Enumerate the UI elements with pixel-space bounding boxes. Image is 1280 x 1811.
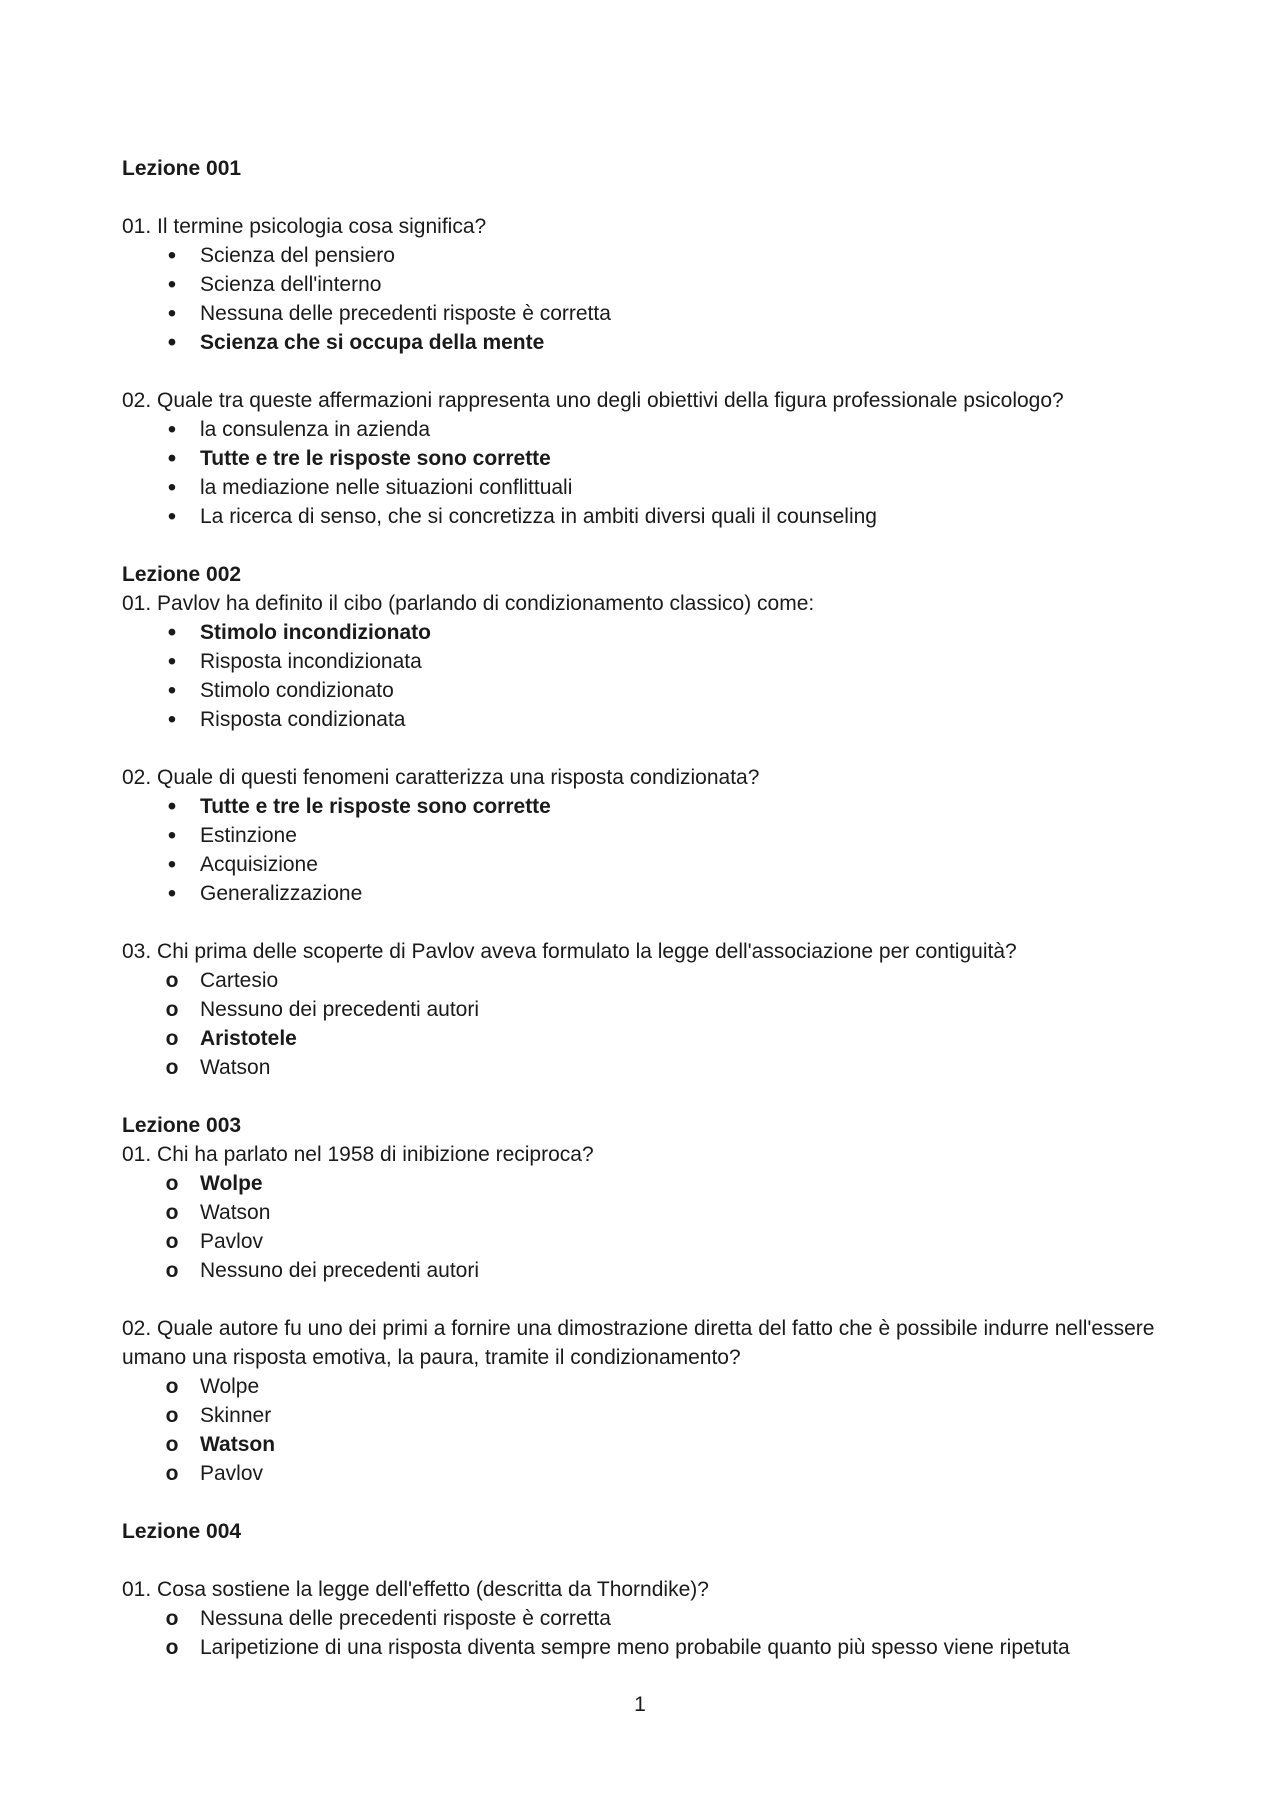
answer-text: Scienza che si occupa della mente xyxy=(200,331,545,354)
circle-bullet-icon: o xyxy=(165,1230,179,1253)
circle-bullet-icon: o xyxy=(165,998,179,1021)
circle-bullet-icon: o xyxy=(165,1462,179,1485)
answer-text: Nessuno dei precedenti autori xyxy=(200,998,480,1021)
circle-bullet-icon: o xyxy=(165,1027,179,1050)
answer-text: Stimolo incondizionato xyxy=(200,621,431,644)
circle-bullet-icon: o xyxy=(165,1172,179,1195)
question-text: 01. Cosa sostiene la legge dell'effetto (descritta da Thorndike)? xyxy=(122,1578,709,1601)
answer-option xyxy=(122,966,1162,995)
answer-text: Aristotele xyxy=(200,1027,297,1050)
bullet-icon xyxy=(162,647,182,677)
answer-text: Cartesio xyxy=(200,969,279,992)
bullet-icon xyxy=(162,850,182,880)
bullet-icon xyxy=(162,473,182,503)
question-block xyxy=(122,1575,1162,1662)
circle-bullet-icon: o xyxy=(165,1375,179,1398)
question-block xyxy=(122,589,1162,734)
answer-text: Skinner xyxy=(200,1404,272,1427)
answer-option-correct xyxy=(122,618,1162,647)
bullet-icon xyxy=(162,676,182,706)
question-block xyxy=(122,1140,1162,1285)
question-block xyxy=(122,763,1162,908)
question-text: 02. Quale di questi fenomeni caratterizza una risposta condizionata? xyxy=(122,766,760,789)
answer-option xyxy=(122,241,1162,270)
answer-text: Stimolo condizionato xyxy=(200,679,394,702)
lesson-section xyxy=(122,560,1162,1082)
answer-list xyxy=(122,618,1162,734)
bullet-icon xyxy=(162,241,182,271)
answer-option xyxy=(122,821,1162,850)
answer-option xyxy=(122,850,1162,879)
bullet-icon xyxy=(162,618,182,648)
answer-option xyxy=(122,473,1162,502)
question-text: 02. Quale tra queste affermazioni rappresenta uno degli obiettivi della figura professionale psicologo? xyxy=(122,389,1064,412)
question-text: 01. Chi ha parlato nel 1958 di inibizione reciproca? xyxy=(122,1143,594,1166)
answer-list xyxy=(122,1372,1162,1488)
page-content xyxy=(122,154,1162,1691)
question-block xyxy=(122,937,1162,1082)
spacer xyxy=(122,1546,1162,1575)
bullet-icon xyxy=(162,328,182,358)
answer-text: Tutte e tre le risposte sono corrette xyxy=(200,795,551,818)
answer-text: Watson xyxy=(200,1433,276,1456)
answer-text: Watson xyxy=(200,1201,271,1224)
answer-option xyxy=(122,1198,1162,1227)
bullet-icon xyxy=(162,299,182,329)
lesson-section xyxy=(122,1111,1162,1488)
lesson-title: Lezione 003 xyxy=(122,1114,242,1137)
answer-text: Nessuno dei precedenti autori xyxy=(200,1259,480,1282)
answer-text: Pavlov xyxy=(200,1462,264,1485)
spacer xyxy=(122,183,1162,212)
answer-list xyxy=(122,241,1162,357)
answer-option xyxy=(122,299,1162,328)
circle-bullet-icon: o xyxy=(165,1607,179,1630)
answer-option xyxy=(122,415,1162,444)
answer-text: Watson xyxy=(200,1056,271,1079)
bullet-icon xyxy=(162,270,182,300)
page-number: 1 xyxy=(634,1693,646,1716)
answer-option xyxy=(122,1459,1162,1488)
answer-text: Pavlov xyxy=(200,1230,264,1253)
answer-option xyxy=(122,879,1162,908)
answer-text: Acquisizione xyxy=(200,853,318,876)
question-text: 01. Il termine psicologia cosa significa? xyxy=(122,215,487,238)
circle-bullet-icon: o xyxy=(165,969,179,992)
answer-text: Scienza dell'interno xyxy=(200,273,382,296)
answer-text: Risposta incondizionata xyxy=(200,650,422,673)
bullet-icon xyxy=(162,502,182,532)
answer-text: la mediazione nelle situazioni conflittuali xyxy=(200,476,573,499)
question-block xyxy=(122,1314,1162,1488)
answer-option xyxy=(122,270,1162,299)
answer-option xyxy=(122,502,1162,531)
answer-text: Nessuna delle precedenti risposte è corretta xyxy=(200,1607,611,1630)
answer-option-correct xyxy=(122,1169,1162,1198)
question-block xyxy=(122,212,1162,357)
circle-bullet-icon: o xyxy=(165,1636,179,1659)
bullet-icon xyxy=(162,792,182,822)
answer-text: Risposta condizionata xyxy=(200,708,406,731)
answer-list xyxy=(122,792,1162,908)
question-text: 03. Chi prima delle scoperte di Pavlov aveva formulato la legge dell'associazione per contiguità? xyxy=(122,940,1017,963)
answer-option xyxy=(122,647,1162,676)
lesson-title: Lezione 002 xyxy=(122,563,242,586)
bullet-icon xyxy=(162,879,182,909)
answer-option xyxy=(122,1053,1162,1082)
answer-list xyxy=(122,1169,1162,1285)
answer-option xyxy=(122,1256,1162,1285)
question-text: 02. Quale autore fu uno dei primi a fornire una dimostrazione diretta del fatto che è possibile indurre nell'essere umano una risposta emotiva, la paura, tramite il condizionamento? xyxy=(122,1317,1155,1369)
circle-bullet-icon: o xyxy=(165,1404,179,1427)
circle-bullet-icon: o xyxy=(165,1056,179,1079)
question-text: 01. Pavlov ha definito il cibo (parlando di condizionamento classico) come: xyxy=(122,592,815,615)
answer-option-correct xyxy=(122,1024,1162,1053)
answer-option xyxy=(122,995,1162,1024)
answer-option xyxy=(122,1633,1162,1662)
answer-option xyxy=(122,1604,1162,1633)
answer-text: Scienza del pensiero xyxy=(200,244,395,267)
circle-bullet-icon: o xyxy=(165,1201,179,1224)
answer-option xyxy=(122,676,1162,705)
answer-text: Tutte e tre le risposte sono corrette xyxy=(200,447,551,470)
answer-option xyxy=(122,1227,1162,1256)
answer-text: Estinzione xyxy=(200,824,297,847)
answer-list xyxy=(122,1604,1162,1662)
lesson-section xyxy=(122,1517,1162,1662)
bullet-icon xyxy=(162,821,182,851)
answer-option xyxy=(122,1372,1162,1401)
answer-option-correct xyxy=(122,1430,1162,1459)
circle-bullet-icon: o xyxy=(165,1433,179,1456)
circle-bullet-icon: o xyxy=(165,1259,179,1282)
answer-text: la consulenza in azienda xyxy=(200,418,430,441)
answer-text: La ricerca di senso, che si concretizza in ambiti diversi quali il counseling xyxy=(200,505,877,528)
answer-option xyxy=(122,705,1162,734)
bullet-icon xyxy=(162,444,182,474)
bullet-icon xyxy=(162,705,182,735)
answer-list xyxy=(122,415,1162,531)
answer-option-correct xyxy=(122,444,1162,473)
answer-option xyxy=(122,1401,1162,1430)
answer-list xyxy=(122,966,1162,1082)
answer-option-correct xyxy=(122,328,1162,357)
lesson-section xyxy=(122,154,1162,531)
lesson-title: Lezione 001 xyxy=(122,157,242,180)
answer-text: Nessuna delle precedenti risposte è corretta xyxy=(200,302,611,325)
answer-text: Laripetizione di una risposta diventa sempre meno probabile quanto più spesso viene ripetuta xyxy=(200,1636,1070,1659)
bullet-icon xyxy=(162,415,182,445)
answer-text: Wolpe xyxy=(200,1172,263,1195)
answer-text: Generalizzazione xyxy=(200,882,363,905)
answer-text: Wolpe xyxy=(200,1375,260,1398)
question-block xyxy=(122,386,1162,531)
answer-option-correct xyxy=(122,792,1162,821)
lesson-title: Lezione 004 xyxy=(122,1520,242,1543)
